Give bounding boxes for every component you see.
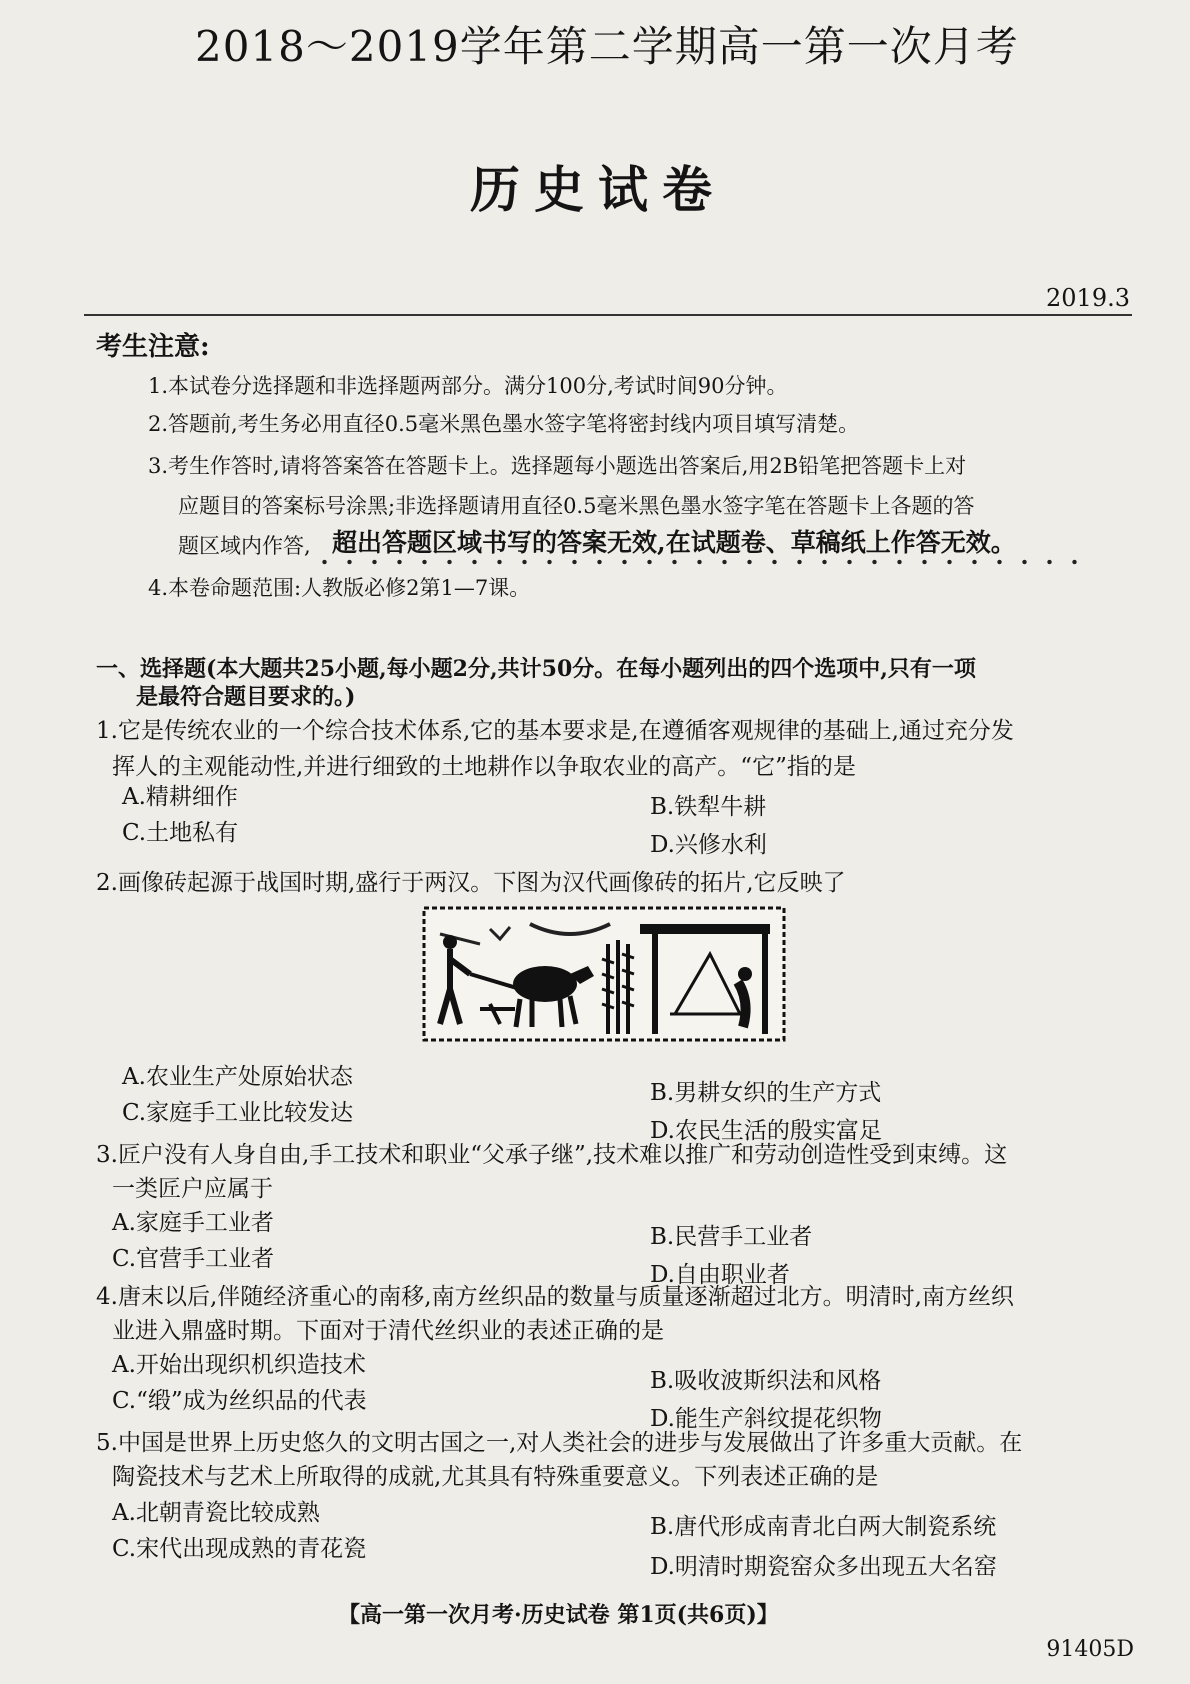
exam-title: 2018～2019学年第二学期高一第一次月考 [195, 22, 1019, 71]
question-2-option-b: B.男耕女织的生产方式 [650, 1080, 882, 1106]
notice-title: 考生注意: [96, 332, 210, 362]
section-heading-cont: 是最符合题目要求的。) [136, 684, 356, 710]
grain-crops [602, 940, 634, 1034]
question-1-option-d: D.兴修水利 [650, 832, 767, 858]
question-3-option-d: D.自由职业者 [650, 1262, 790, 1288]
question-5-stem: 5.中国是世界上历史悠久的文明古国之一,对人类社会的进步与发展做出了许多重大贡献。在 [96, 1430, 1023, 1456]
question-5-option-b: B.唐代形成南青北白两大制瓷系统 [650, 1514, 997, 1540]
question-3-stem-cont: 一类匠户应属于 [112, 1176, 273, 1202]
subject-title: 历史试卷 [470, 160, 726, 219]
notice-emphasis: 超出答题区域书写的答案无效,在试题卷、草稿纸上作答无效。 [332, 528, 1016, 557]
notice-item-4: 4.本卷命题范围:人教版必修2第1—7课。 [148, 576, 531, 600]
notice-item-1: 1.本试卷分选择题和非选择题两部分。满分100分,考试时间90分钟。 [148, 374, 788, 398]
question-4-option-b: B.吸收波斯织法和风格 [650, 1368, 882, 1394]
section-heading: 一、选择题(本大题共25小题,每小题2分,共计50分。在每小题列出的四个选项中,只有一项 [96, 656, 976, 682]
question-1-stem: 1.它是传统农业的一个综合技术体系,它的基本要求是,在遵循客观规律的基础上,通过充分发 [96, 718, 1014, 744]
question-2-option-d: D.农民生活的殷实富足 [650, 1118, 882, 1144]
exam-date: 2019.3 [1046, 284, 1130, 312]
question-3-option-a: A.家庭手工业者 [112, 1210, 274, 1236]
question-2-stem: 2.画像砖起源于战国时期,盛行于两汉。下图为汉代画像砖的拓片,它反映了 [96, 870, 846, 896]
question-2-option-a: A.农业生产处原始状态 [122, 1064, 353, 1090]
question-4-option-c: C.“缎”成为丝织品的代表 [112, 1388, 367, 1414]
question-3-option-c: C.官营手工业者 [112, 1246, 275, 1272]
document-code: 91405D [1046, 1637, 1134, 1662]
page-footer: 【高一第一次月考·历史试卷 第1页(共6页)】 [338, 1602, 779, 1628]
header-divider [84, 314, 1132, 316]
question-5-option-c: C.宋代出现成熟的青花瓷 [112, 1536, 367, 1562]
notice-item-3-cont2: 题区域内作答, [178, 534, 311, 558]
han-brick-rubbing-image [420, 904, 788, 1044]
question-5-option-a: A.北朝青瓷比较成熟 [112, 1500, 320, 1526]
question-4-option-d: D.能生产斜纹提花织物 [650, 1406, 882, 1432]
question-3-stem: 3.匠户没有人身自由,手工技术和职业“父承子继”,技术难以推广和劳动创造性受到束缚。这 [96, 1142, 1008, 1168]
notice-item-3-cont: 应题目的答案标号涂黑;非选择题请用直径0.5毫米黑色墨水签字笔在答题卡上各题的答 [178, 494, 975, 518]
question-4-option-a: A.开始出现织机织造技术 [112, 1352, 366, 1378]
question-4-stem: 4.唐末以后,伴随经济重心的南移,南方丝织品的数量与质量逐渐超过北方。明清时,南方丝织 [96, 1284, 1014, 1310]
question-1-option-b: B.铁犁牛耕 [650, 794, 767, 820]
question-5-option-d: D.明清时期瓷窑众多出现五大名窑 [650, 1554, 997, 1580]
question-5-stem-cont: 陶瓷技术与艺术上所取得的成就,尤其具有特殊重要意义。下列表述正确的是 [112, 1464, 879, 1490]
question-4-stem-cont: 业进入鼎盛时期。下面对于清代丝织业的表述正确的是 [112, 1318, 664, 1344]
question-1-stem-cont: 挥人的主观能动性,并进行细致的土地耕作以争取农业的高产。“它”指的是 [112, 754, 856, 780]
emphasis-dots [312, 559, 1078, 565]
question-3-option-b: B.民营手工业者 [650, 1224, 813, 1250]
question-1-option-c: C.土地私有 [122, 820, 239, 846]
notice-item-3: 3.考生作答时,请将答案答在答题卡上。选择题每小题选出答案后,用2B铅笔把答题卡上对 [148, 454, 967, 478]
question-1-option-a: A.精耕细作 [122, 784, 238, 810]
question-2-option-c: C.家庭手工业比较发达 [122, 1100, 354, 1126]
notice-item-2: 2.答题前,考生务必用直径0.5毫米黑色墨水签字笔将密封线内项目填写清楚。 [148, 412, 860, 436]
